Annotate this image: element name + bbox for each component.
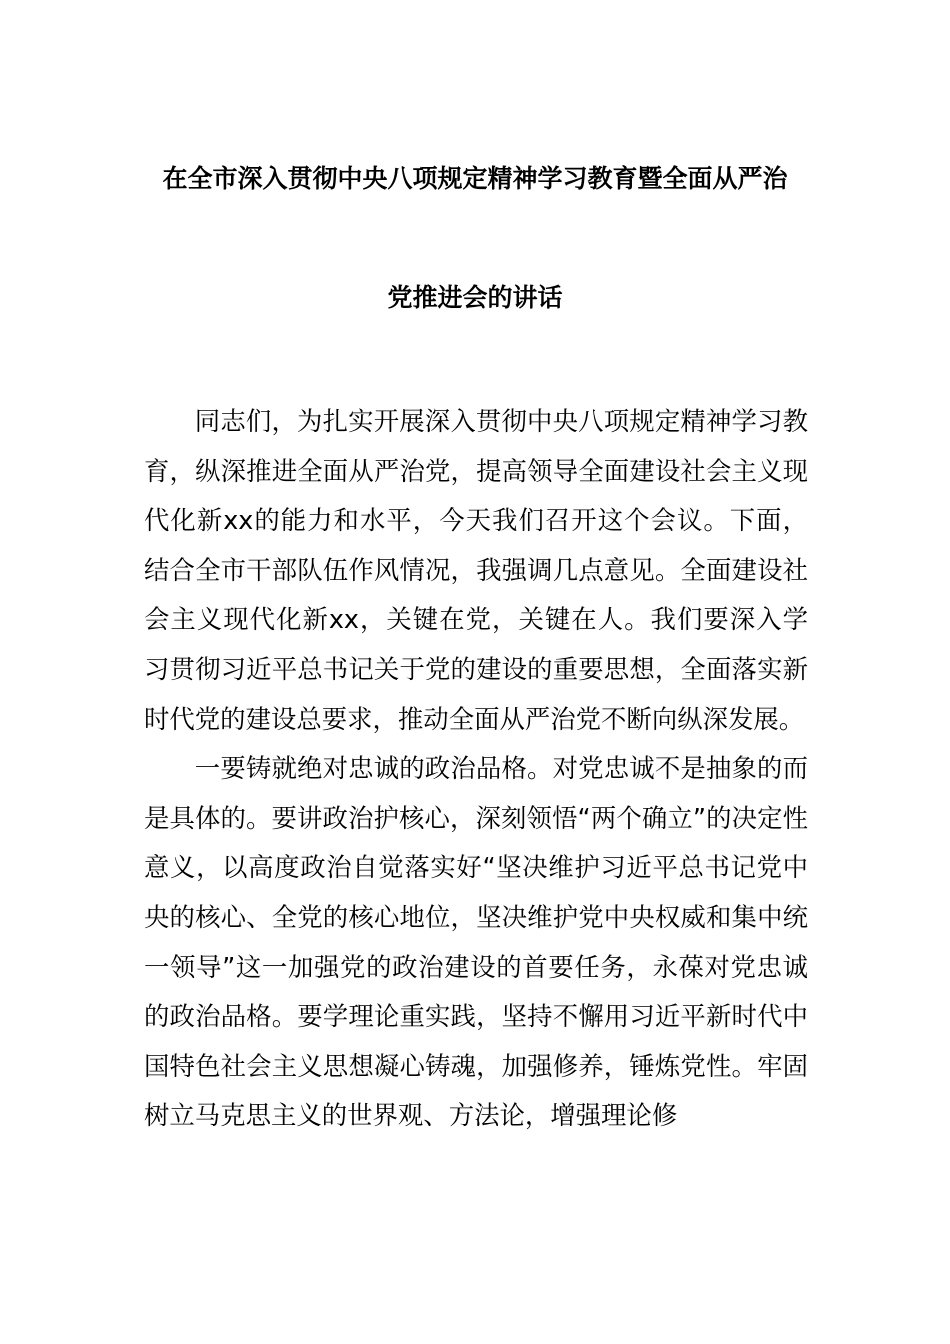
body-paragraph-2: 一要铸就绝对忠诚的政治品格。对党忠诚不是抽象的而是具体的。要讲政治护核心，深刻领悟“两个确立”的决定性意义，以高度政治自觉落实好“坚决维护习近平总书记党中央的核心、全党的核心地位，坚决维护党中央权威和集中统一领导”这一加强党的政治建设的首要任务，永葆对党忠诚的政治品格。要学理论重实践，坚持不懈用习近平新时代中国特色社会主义思想凝心铸魂，加强修养，锤炼党性。牢固树立马克思主义的世界观、方法论，增强理论修 [144, 753, 808, 1131]
body-paragraph-1: 同志们，为扎实开展深入贯彻中央八项规定精神学习教育，纵深推进全面从严治党，提高领导全面建设社会主义现代化新xx的能力和水平，今天我们召开这个会议。下面，结合全市干部队伍作风情况，我强调几点意见。全面建设社会主义现代化新xx，关键在党，关键在人。我们要深入学习贯彻习近平总书记关于党的建设的重要思想，全面落实新时代党的建设总要求，推动全面从严治党不断向纵深发展。 [144, 406, 808, 734]
document-body [144, 397, 808, 1141]
document-title-line-2: 党推进会的讲话 [387, 283, 563, 312]
document-title-line-1: 在全市深入贯彻中央八项规定精神学习教育暨全面从严治 [162, 164, 788, 193]
